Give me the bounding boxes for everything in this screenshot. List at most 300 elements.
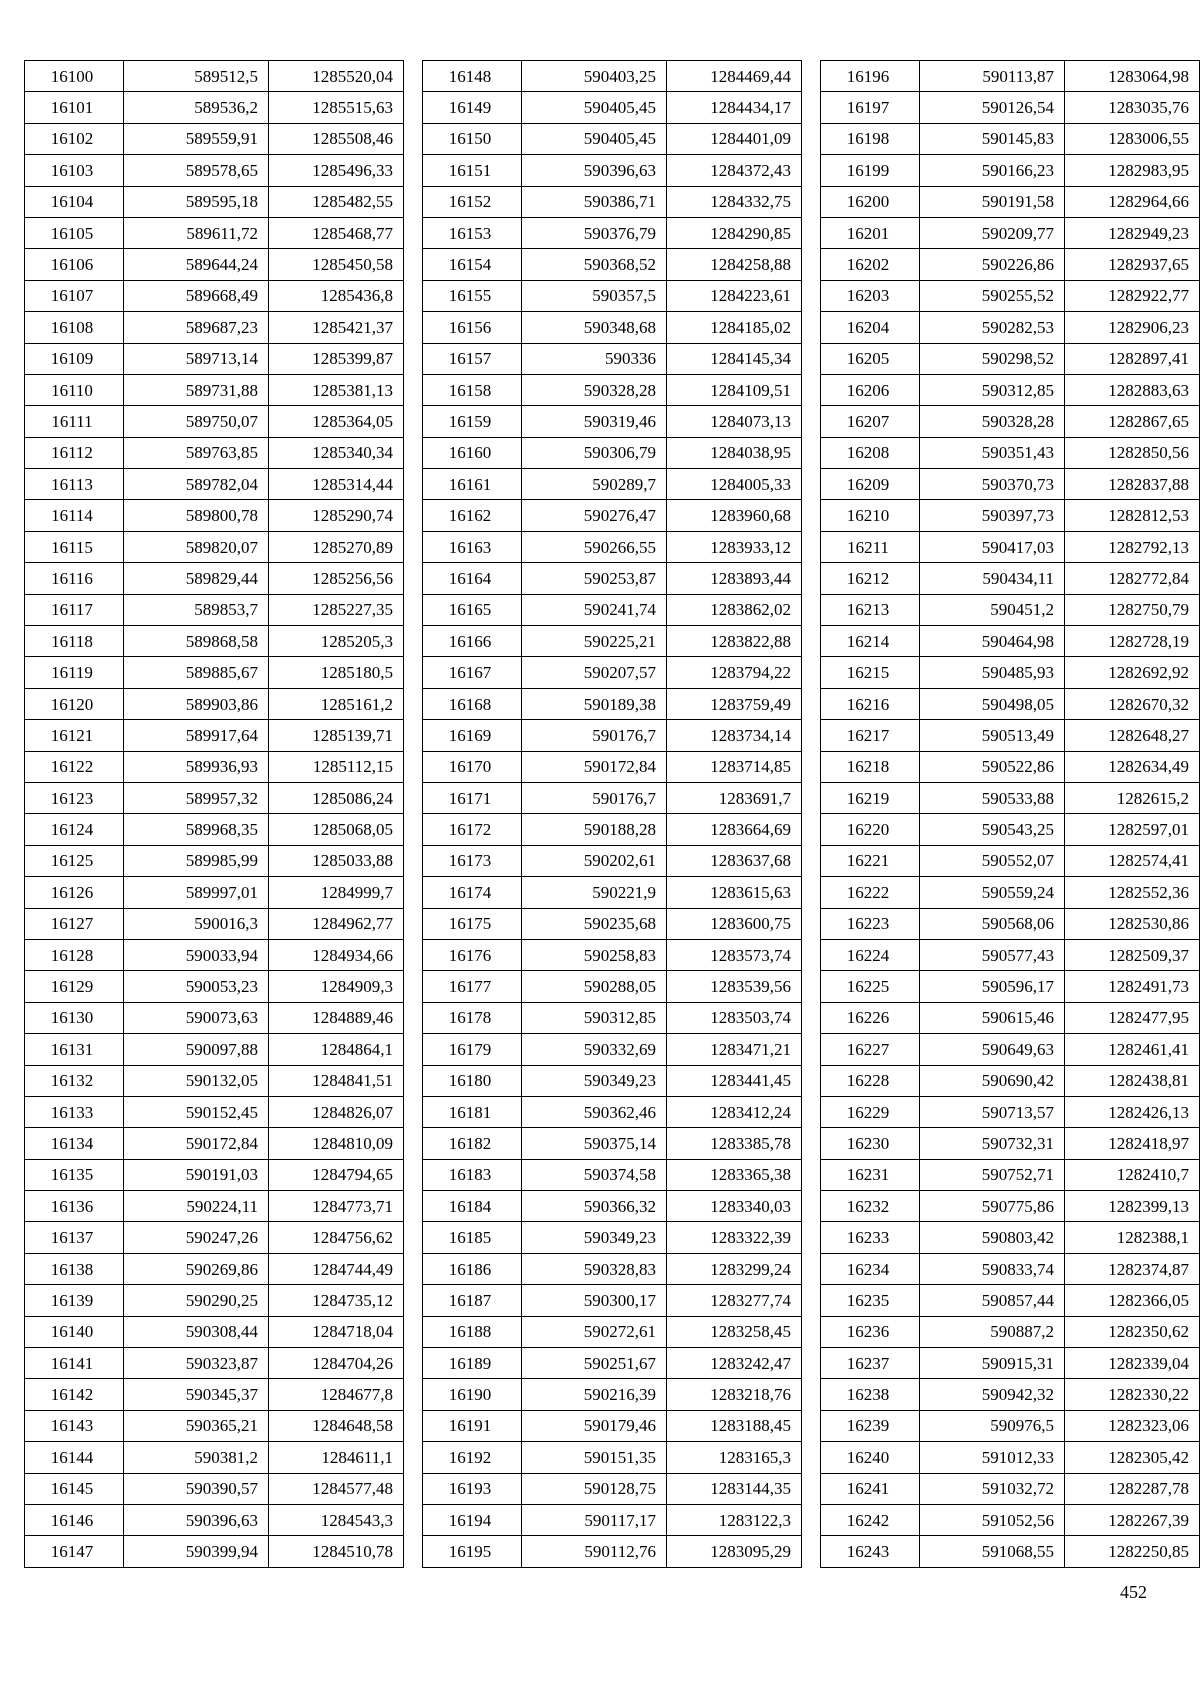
- point-id-cell: 16120: [25, 688, 124, 719]
- table-row: [821, 249, 1200, 280]
- y-coordinate-cell: 1283600,75: [667, 908, 802, 939]
- table-row: [423, 1442, 802, 1473]
- point-id-cell: 16200: [821, 186, 920, 217]
- y-coordinate-cell: 1284735,12: [269, 1285, 404, 1316]
- y-coordinate-cell: 1282897,41: [1065, 343, 1200, 374]
- point-id-cell: 16239: [821, 1410, 920, 1441]
- x-coordinate-cell: 590596,17: [920, 971, 1065, 1002]
- table-row: [423, 1191, 802, 1222]
- y-coordinate-cell: 1282509,37: [1065, 939, 1200, 970]
- x-coordinate-cell: 590396,63: [124, 1504, 269, 1535]
- table-row: [25, 1222, 404, 1253]
- y-coordinate-cell: 1284185,02: [667, 312, 802, 343]
- point-id-cell: 16242: [821, 1504, 920, 1535]
- x-coordinate-cell: 590451,2: [920, 594, 1065, 625]
- y-coordinate-cell: 1284934,66: [269, 939, 404, 970]
- point-id-cell: 16176: [423, 939, 522, 970]
- point-id-cell: 16144: [25, 1442, 124, 1473]
- point-id-cell: 16203: [821, 280, 920, 311]
- x-coordinate-cell: 590349,23: [522, 1065, 667, 1096]
- x-coordinate-cell: 590128,75: [522, 1473, 667, 1504]
- table-row: [821, 1253, 1200, 1284]
- point-id-cell: 16189: [423, 1348, 522, 1379]
- point-id-cell: 16138: [25, 1253, 124, 1284]
- point-id-cell: 16190: [423, 1379, 522, 1410]
- point-id-cell: 16171: [423, 782, 522, 813]
- point-id-cell: 16180: [423, 1065, 522, 1096]
- y-coordinate-cell: 1282837,88: [1065, 469, 1200, 500]
- table-row: [423, 1159, 802, 1190]
- x-coordinate-cell: 590399,94: [124, 1536, 269, 1567]
- y-coordinate-cell: 1283412,24: [667, 1096, 802, 1127]
- y-coordinate-cell: 1282350,62: [1065, 1316, 1200, 1347]
- x-coordinate-cell: 590323,87: [124, 1348, 269, 1379]
- x-coordinate-cell: 590216,39: [522, 1379, 667, 1410]
- y-coordinate-cell: 1283064,98: [1065, 61, 1200, 92]
- table-row: [423, 1379, 802, 1410]
- y-coordinate-cell: 1285205,3: [269, 626, 404, 657]
- point-id-cell: 16105: [25, 217, 124, 248]
- table-row: [821, 1002, 1200, 1033]
- point-id-cell: 16201: [821, 217, 920, 248]
- point-id-cell: 16156: [423, 312, 522, 343]
- x-coordinate-cell: 590266,55: [522, 531, 667, 562]
- y-coordinate-cell: 1282438,81: [1065, 1065, 1200, 1096]
- table-row: [25, 92, 404, 123]
- y-coordinate-cell: 1282692,92: [1065, 657, 1200, 688]
- table-row: [821, 1128, 1200, 1159]
- table-row: [25, 249, 404, 280]
- y-coordinate-cell: 1283095,29: [667, 1536, 802, 1567]
- point-id-cell: 16106: [25, 249, 124, 280]
- point-id-cell: 16160: [423, 437, 522, 468]
- x-coordinate-cell: 590381,2: [124, 1442, 269, 1473]
- x-coordinate-cell: 590221,9: [522, 877, 667, 908]
- y-coordinate-cell: 1285227,35: [269, 594, 404, 625]
- y-coordinate-cell: 1282597,01: [1065, 814, 1200, 845]
- point-id-cell: 16154: [423, 249, 522, 280]
- table-row: [25, 720, 404, 751]
- y-coordinate-cell: 1284005,33: [667, 469, 802, 500]
- table-row: [821, 845, 1200, 876]
- y-coordinate-cell: 1282964,66: [1065, 186, 1200, 217]
- table-row: [423, 939, 802, 970]
- table-row: [423, 971, 802, 1002]
- table-row: [821, 312, 1200, 343]
- x-coordinate-cell: 590255,52: [920, 280, 1065, 311]
- table-row: [25, 312, 404, 343]
- point-id-cell: 16214: [821, 626, 920, 657]
- point-id-cell: 16146: [25, 1504, 124, 1535]
- x-coordinate-cell: 590464,98: [920, 626, 1065, 657]
- point-id-cell: 16112: [25, 437, 124, 468]
- x-coordinate-cell: 590225,21: [522, 626, 667, 657]
- table-row: [821, 1504, 1200, 1535]
- y-coordinate-cell: 1283714,85: [667, 751, 802, 782]
- point-id-cell: 16161: [423, 469, 522, 500]
- point-id-cell: 16241: [821, 1473, 920, 1504]
- y-coordinate-cell: 1282812,53: [1065, 500, 1200, 531]
- y-coordinate-cell: 1282461,41: [1065, 1034, 1200, 1065]
- point-id-cell: 16181: [423, 1096, 522, 1127]
- y-coordinate-cell: 1282983,95: [1065, 155, 1200, 186]
- x-coordinate-cell: 589917,64: [124, 720, 269, 751]
- y-coordinate-cell: 1282267,39: [1065, 1504, 1200, 1535]
- x-coordinate-cell: 591068,55: [920, 1536, 1065, 1567]
- x-coordinate-cell: 590176,7: [522, 720, 667, 751]
- table-row: [821, 469, 1200, 500]
- y-coordinate-cell: 1284826,07: [269, 1096, 404, 1127]
- y-coordinate-cell: 1285112,15: [269, 751, 404, 782]
- x-coordinate-cell: 589512,5: [124, 61, 269, 92]
- table-row: [821, 531, 1200, 562]
- y-coordinate-cell: 1282850,56: [1065, 437, 1200, 468]
- x-coordinate-cell: 590328,28: [920, 406, 1065, 437]
- y-coordinate-cell: 1282634,49: [1065, 751, 1200, 782]
- y-coordinate-cell: 1284258,88: [667, 249, 802, 280]
- y-coordinate-cell: 1283539,56: [667, 971, 802, 1002]
- y-coordinate-cell: 1283322,39: [667, 1222, 802, 1253]
- x-coordinate-cell: 590376,79: [522, 217, 667, 248]
- x-coordinate-cell: 589968,35: [124, 814, 269, 845]
- table-row: [821, 186, 1200, 217]
- x-coordinate-cell: 591052,56: [920, 1504, 1065, 1535]
- table-row: [821, 1410, 1200, 1441]
- y-coordinate-cell: 1284577,48: [269, 1473, 404, 1504]
- y-coordinate-cell: 1284510,78: [269, 1536, 404, 1567]
- point-id-cell: 16174: [423, 877, 522, 908]
- x-coordinate-cell: 590207,57: [522, 657, 667, 688]
- y-coordinate-cell: 1284909,3: [269, 971, 404, 1002]
- point-id-cell: 16149: [423, 92, 522, 123]
- x-coordinate-cell: 590649,63: [920, 1034, 1065, 1065]
- table-row: [25, 155, 404, 186]
- x-coordinate-cell: 590298,52: [920, 343, 1065, 374]
- x-coordinate-cell: 589750,07: [124, 406, 269, 437]
- y-coordinate-cell: 1285482,55: [269, 186, 404, 217]
- x-coordinate-cell: 590224,11: [124, 1191, 269, 1222]
- y-coordinate-cell: 1283822,88: [667, 626, 802, 657]
- point-id-cell: 16193: [423, 1473, 522, 1504]
- x-coordinate-cell: 590132,05: [124, 1065, 269, 1096]
- point-id-cell: 16212: [821, 563, 920, 594]
- point-id-cell: 16217: [821, 720, 920, 751]
- table-row: [25, 1253, 404, 1284]
- x-coordinate-cell: 590552,07: [920, 845, 1065, 876]
- table-row: [423, 782, 802, 813]
- table-row: [25, 374, 404, 405]
- point-id-cell: 16135: [25, 1159, 124, 1190]
- table-row: [821, 939, 1200, 970]
- y-coordinate-cell: 1283035,76: [1065, 92, 1200, 123]
- y-coordinate-cell: 1282883,63: [1065, 374, 1200, 405]
- point-id-cell: 16147: [25, 1536, 124, 1567]
- x-coordinate-cell: 589820,07: [124, 531, 269, 562]
- x-coordinate-cell: 589644,24: [124, 249, 269, 280]
- point-id-cell: 16228: [821, 1065, 920, 1096]
- x-coordinate-cell: 590348,68: [522, 312, 667, 343]
- x-coordinate-cell: 589687,23: [124, 312, 269, 343]
- x-coordinate-cell: 590887,2: [920, 1316, 1065, 1347]
- table-row: [821, 594, 1200, 625]
- table-row: [423, 249, 802, 280]
- table-row: [423, 751, 802, 782]
- coordinate-table-3: [820, 60, 1200, 1568]
- table-row: [25, 280, 404, 311]
- point-id-cell: 16165: [423, 594, 522, 625]
- y-coordinate-cell: 1285086,24: [269, 782, 404, 813]
- point-id-cell: 16178: [423, 1002, 522, 1033]
- point-id-cell: 16159: [423, 406, 522, 437]
- table-row: [821, 1348, 1200, 1379]
- point-id-cell: 16115: [25, 531, 124, 562]
- point-id-cell: 16127: [25, 908, 124, 939]
- x-coordinate-cell: 589731,88: [124, 374, 269, 405]
- x-coordinate-cell: 590176,7: [522, 782, 667, 813]
- y-coordinate-cell: 1285340,34: [269, 437, 404, 468]
- y-coordinate-cell: 1282615,2: [1065, 782, 1200, 813]
- table-row: [821, 877, 1200, 908]
- x-coordinate-cell: 589985,99: [124, 845, 269, 876]
- x-coordinate-cell: 589763,85: [124, 437, 269, 468]
- x-coordinate-cell: 591012,33: [920, 1442, 1065, 1473]
- y-coordinate-cell: 1282250,85: [1065, 1536, 1200, 1567]
- point-id-cell: 16223: [821, 908, 920, 939]
- x-coordinate-cell: 590290,25: [124, 1285, 269, 1316]
- y-coordinate-cell: 1283385,78: [667, 1128, 802, 1159]
- point-id-cell: 16167: [423, 657, 522, 688]
- y-coordinate-cell: 1284434,17: [667, 92, 802, 123]
- y-coordinate-cell: 1283218,76: [667, 1379, 802, 1410]
- table-row: [423, 877, 802, 908]
- table-row: [423, 1348, 802, 1379]
- table-row: [423, 469, 802, 500]
- x-coordinate-cell: 590179,46: [522, 1410, 667, 1441]
- point-id-cell: 16226: [821, 1002, 920, 1033]
- table-row: [821, 1285, 1200, 1316]
- table-row: [25, 1410, 404, 1441]
- y-coordinate-cell: 1284704,26: [269, 1348, 404, 1379]
- x-coordinate-cell: 590362,46: [522, 1096, 667, 1127]
- point-id-cell: 16216: [821, 688, 920, 719]
- table-row: [25, 469, 404, 500]
- y-coordinate-cell: 1284073,13: [667, 406, 802, 437]
- x-coordinate-cell: 590690,42: [920, 1065, 1065, 1096]
- x-coordinate-cell: 590033,94: [124, 939, 269, 970]
- table-row: [423, 312, 802, 343]
- point-id-cell: 16110: [25, 374, 124, 405]
- table-row: [423, 1096, 802, 1127]
- table-row: [423, 626, 802, 657]
- y-coordinate-cell: 1282399,13: [1065, 1191, 1200, 1222]
- table-row: [423, 1504, 802, 1535]
- x-coordinate-cell: 590915,31: [920, 1348, 1065, 1379]
- point-id-cell: 16143: [25, 1410, 124, 1441]
- x-coordinate-cell: 590073,63: [124, 1002, 269, 1033]
- table-row: [423, 1128, 802, 1159]
- point-id-cell: 16179: [423, 1034, 522, 1065]
- point-id-cell: 16107: [25, 280, 124, 311]
- table-row: [821, 1473, 1200, 1504]
- y-coordinate-cell: 1283165,3: [667, 1442, 802, 1473]
- y-coordinate-cell: 1283122,3: [667, 1504, 802, 1535]
- point-id-cell: 16111: [25, 406, 124, 437]
- point-id-cell: 16195: [423, 1536, 522, 1567]
- y-coordinate-cell: 1284469,44: [667, 61, 802, 92]
- point-id-cell: 16191: [423, 1410, 522, 1441]
- point-id-cell: 16235: [821, 1285, 920, 1316]
- table-row: [423, 814, 802, 845]
- y-coordinate-cell: 1285421,37: [269, 312, 404, 343]
- point-id-cell: 16188: [423, 1316, 522, 1347]
- y-coordinate-cell: 1284810,09: [269, 1128, 404, 1159]
- y-coordinate-cell: 1282491,73: [1065, 971, 1200, 1002]
- x-coordinate-cell: 590312,85: [920, 374, 1065, 405]
- x-coordinate-cell: 590752,71: [920, 1159, 1065, 1190]
- table-row: [821, 1096, 1200, 1127]
- x-coordinate-cell: 590166,23: [920, 155, 1065, 186]
- x-coordinate-cell: 590235,68: [522, 908, 667, 939]
- table-row: [25, 1285, 404, 1316]
- x-coordinate-cell: 590117,17: [522, 1504, 667, 1535]
- x-coordinate-cell: 589578,65: [124, 155, 269, 186]
- table-row: [821, 626, 1200, 657]
- y-coordinate-cell: 1282648,27: [1065, 720, 1200, 751]
- point-id-cell: 16233: [821, 1222, 920, 1253]
- table-row: [25, 563, 404, 594]
- y-coordinate-cell: 1282750,79: [1065, 594, 1200, 625]
- x-coordinate-cell: 590732,31: [920, 1128, 1065, 1159]
- point-id-cell: 16177: [423, 971, 522, 1002]
- x-coordinate-cell: 590328,28: [522, 374, 667, 405]
- y-coordinate-cell: 1282426,13: [1065, 1096, 1200, 1127]
- y-coordinate-cell: 1285364,05: [269, 406, 404, 437]
- y-coordinate-cell: 1283691,7: [667, 782, 802, 813]
- point-id-cell: 16173: [423, 845, 522, 876]
- table-row: [25, 877, 404, 908]
- table-row: [423, 845, 802, 876]
- point-id-cell: 16155: [423, 280, 522, 311]
- point-id-cell: 16186: [423, 1253, 522, 1284]
- table-row: [423, 657, 802, 688]
- table-row: [821, 92, 1200, 123]
- y-coordinate-cell: 1282670,32: [1065, 688, 1200, 719]
- point-id-cell: 16136: [25, 1191, 124, 1222]
- page-number: 452: [1120, 1582, 1147, 1602]
- table-row: [423, 437, 802, 468]
- x-coordinate-cell: 590485,93: [920, 657, 1065, 688]
- x-coordinate-cell: 590172,84: [522, 751, 667, 782]
- point-id-cell: 16134: [25, 1128, 124, 1159]
- x-coordinate-cell: 590152,45: [124, 1096, 269, 1127]
- x-coordinate-cell: 589868,58: [124, 626, 269, 657]
- table-row: [25, 1536, 404, 1567]
- point-id-cell: 16243: [821, 1536, 920, 1567]
- point-id-cell: 16206: [821, 374, 920, 405]
- table-row: [423, 1222, 802, 1253]
- table-row: [821, 374, 1200, 405]
- point-id-cell: 16148: [423, 61, 522, 92]
- y-coordinate-cell: 1285180,5: [269, 657, 404, 688]
- table-row: [423, 280, 802, 311]
- table-row: [25, 1065, 404, 1096]
- y-coordinate-cell: 1283365,38: [667, 1159, 802, 1190]
- point-id-cell: 16141: [25, 1348, 124, 1379]
- point-id-cell: 16153: [423, 217, 522, 248]
- x-coordinate-cell: 590559,24: [920, 877, 1065, 908]
- y-coordinate-cell: 1283573,74: [667, 939, 802, 970]
- table-row: [423, 720, 802, 751]
- table-row: [423, 594, 802, 625]
- y-coordinate-cell: 1284794,65: [269, 1159, 404, 1190]
- x-coordinate-cell: 590345,37: [124, 1379, 269, 1410]
- point-id-cell: 16229: [821, 1096, 920, 1127]
- table-row: [25, 626, 404, 657]
- table-row: [821, 1034, 1200, 1065]
- x-coordinate-cell: 590097,88: [124, 1034, 269, 1065]
- y-coordinate-cell: 1285520,04: [269, 61, 404, 92]
- table-row: [25, 1191, 404, 1222]
- x-coordinate-cell: 590209,77: [920, 217, 1065, 248]
- table-row: [821, 908, 1200, 939]
- table-row: [821, 563, 1200, 594]
- y-coordinate-cell: 1282287,78: [1065, 1473, 1200, 1504]
- y-coordinate-cell: 1284773,71: [269, 1191, 404, 1222]
- point-id-cell: 16126: [25, 877, 124, 908]
- table-row: [423, 374, 802, 405]
- point-id-cell: 16166: [423, 626, 522, 657]
- x-coordinate-cell: 590615,46: [920, 1002, 1065, 1033]
- x-coordinate-cell: 590498,05: [920, 688, 1065, 719]
- table-row: [423, 217, 802, 248]
- point-id-cell: 16118: [25, 626, 124, 657]
- point-id-cell: 16204: [821, 312, 920, 343]
- point-id-cell: 16158: [423, 374, 522, 405]
- point-id-cell: 16231: [821, 1159, 920, 1190]
- y-coordinate-cell: 1282388,1: [1065, 1222, 1200, 1253]
- y-coordinate-cell: 1285068,05: [269, 814, 404, 845]
- x-coordinate-cell: 590543,25: [920, 814, 1065, 845]
- table-row: [423, 1065, 802, 1096]
- table-row: [821, 1379, 1200, 1410]
- y-coordinate-cell: 1283503,74: [667, 1002, 802, 1033]
- x-coordinate-cell: 589800,78: [124, 500, 269, 531]
- y-coordinate-cell: 1285508,46: [269, 123, 404, 154]
- x-coordinate-cell: 591032,72: [920, 1473, 1065, 1504]
- y-coordinate-cell: 1283893,44: [667, 563, 802, 594]
- table-row: [25, 186, 404, 217]
- point-id-cell: 16142: [25, 1379, 124, 1410]
- y-coordinate-cell: 1285468,77: [269, 217, 404, 248]
- table-row: [25, 406, 404, 437]
- point-id-cell: 16129: [25, 971, 124, 1002]
- x-coordinate-cell: 590370,73: [920, 469, 1065, 500]
- point-id-cell: 16192: [423, 1442, 522, 1473]
- y-coordinate-cell: 1285450,58: [269, 249, 404, 280]
- x-coordinate-cell: 590976,5: [920, 1410, 1065, 1441]
- table-row: [25, 939, 404, 970]
- table-row: [821, 61, 1200, 92]
- y-coordinate-cell: 1282867,65: [1065, 406, 1200, 437]
- x-coordinate-cell: 590417,03: [920, 531, 1065, 562]
- point-id-cell: 16113: [25, 469, 124, 500]
- x-coordinate-cell: 590282,53: [920, 312, 1065, 343]
- point-id-cell: 16145: [25, 1473, 124, 1504]
- table-row: [25, 1002, 404, 1033]
- x-coordinate-cell: 589559,91: [124, 123, 269, 154]
- x-coordinate-cell: 590319,46: [522, 406, 667, 437]
- y-coordinate-cell: 1283734,14: [667, 720, 802, 751]
